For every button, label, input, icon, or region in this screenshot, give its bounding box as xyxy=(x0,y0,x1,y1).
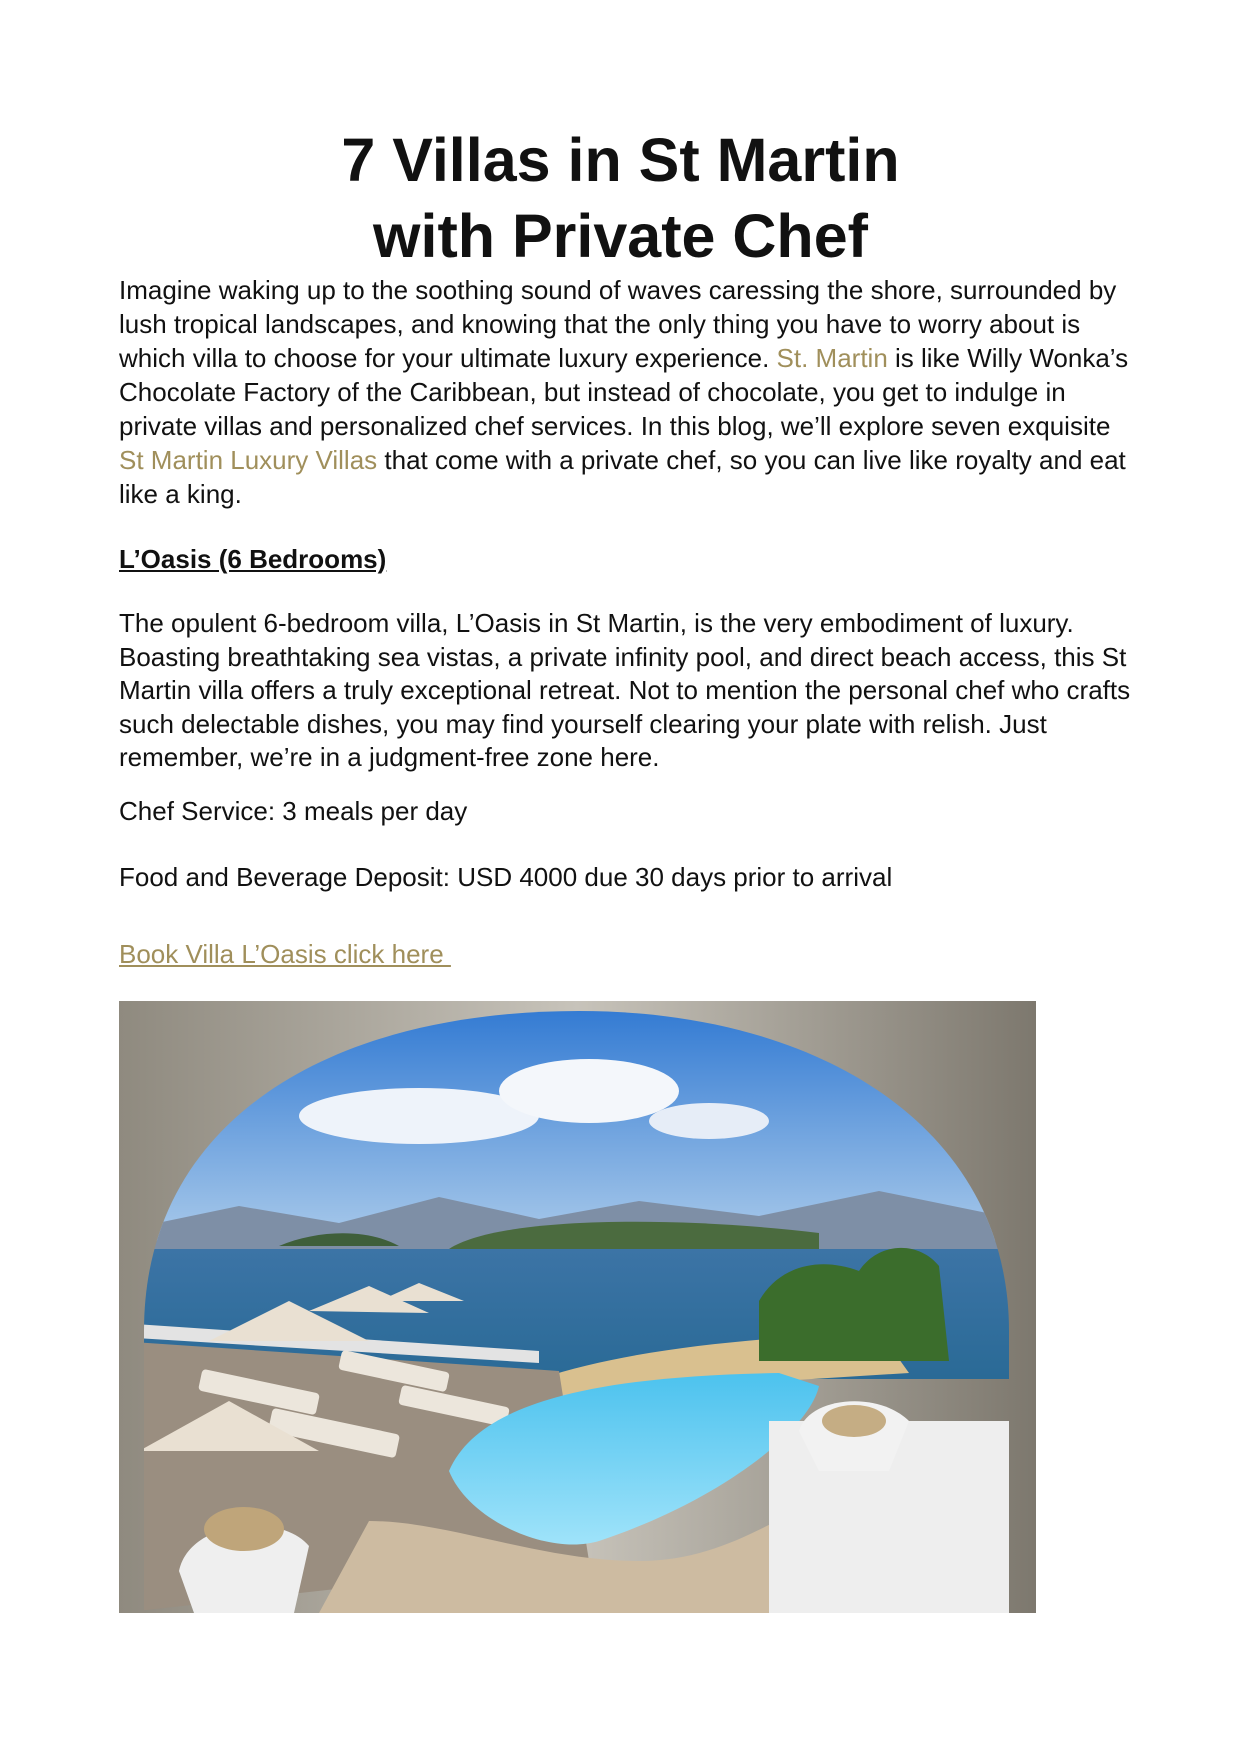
title-line-1: 7 Villas in St Martin xyxy=(341,126,900,194)
book-villa-link[interactable]: Book Villa L’Oasis click here xyxy=(119,939,451,969)
foreground-sphere xyxy=(204,1507,284,1551)
intro-paragraph xyxy=(119,273,1139,511)
villa-heading: L’Oasis (6 Bedrooms) xyxy=(119,544,387,574)
planter-sphere xyxy=(822,1405,886,1437)
villa-description: The opulent 6-bedroom villa, L’Oasis in St Martin, is the very embodiment of luxury. Boasting breathtaking sea vistas, a private infinity pool, and direct beach access, this St Martin villa offers a truly exceptional retreat. Not to mention the personal chef who crafts such delectable dishes, you may find yourself clearing your plate with relish. Just remember, we’re in a judgment-free zone here. xyxy=(119,608,1131,772)
cloud xyxy=(499,1059,679,1123)
intro-text-1: Imagine waking up to the soothing sound of waves caressing the shore, surrounded by lush tropical landscapes, and knowing that the only thing you have to worry about is which villa to choose for your ultimate luxury experience. xyxy=(119,275,1117,373)
intro-text-3: that come with a private chef, so you can live like royalty and eat like a king. xyxy=(119,445,1126,509)
deposit-text: Food and Beverage Deposit: USD 4000 due 30 days prior to arrival xyxy=(119,862,893,892)
luxury-villas-link[interactable]: St Martin Luxury Villas xyxy=(119,445,378,475)
intro-text-2: is like Willy Wonka’s Chocolate Factory of the Caribbean, but instead of chocolate, you get to indulge in private villas and personalized chef services. In this blog, we’ll explore seven exquisite xyxy=(119,343,1129,441)
page-title xyxy=(0,122,1241,274)
cloud xyxy=(649,1103,769,1139)
st-martin-link[interactable]: St. Martin xyxy=(776,343,888,373)
chef-service-text: Chef Service: 3 meals per day xyxy=(119,796,468,826)
villa-photo xyxy=(119,1001,1036,1613)
title-line-2: with Private Chef xyxy=(373,202,868,270)
